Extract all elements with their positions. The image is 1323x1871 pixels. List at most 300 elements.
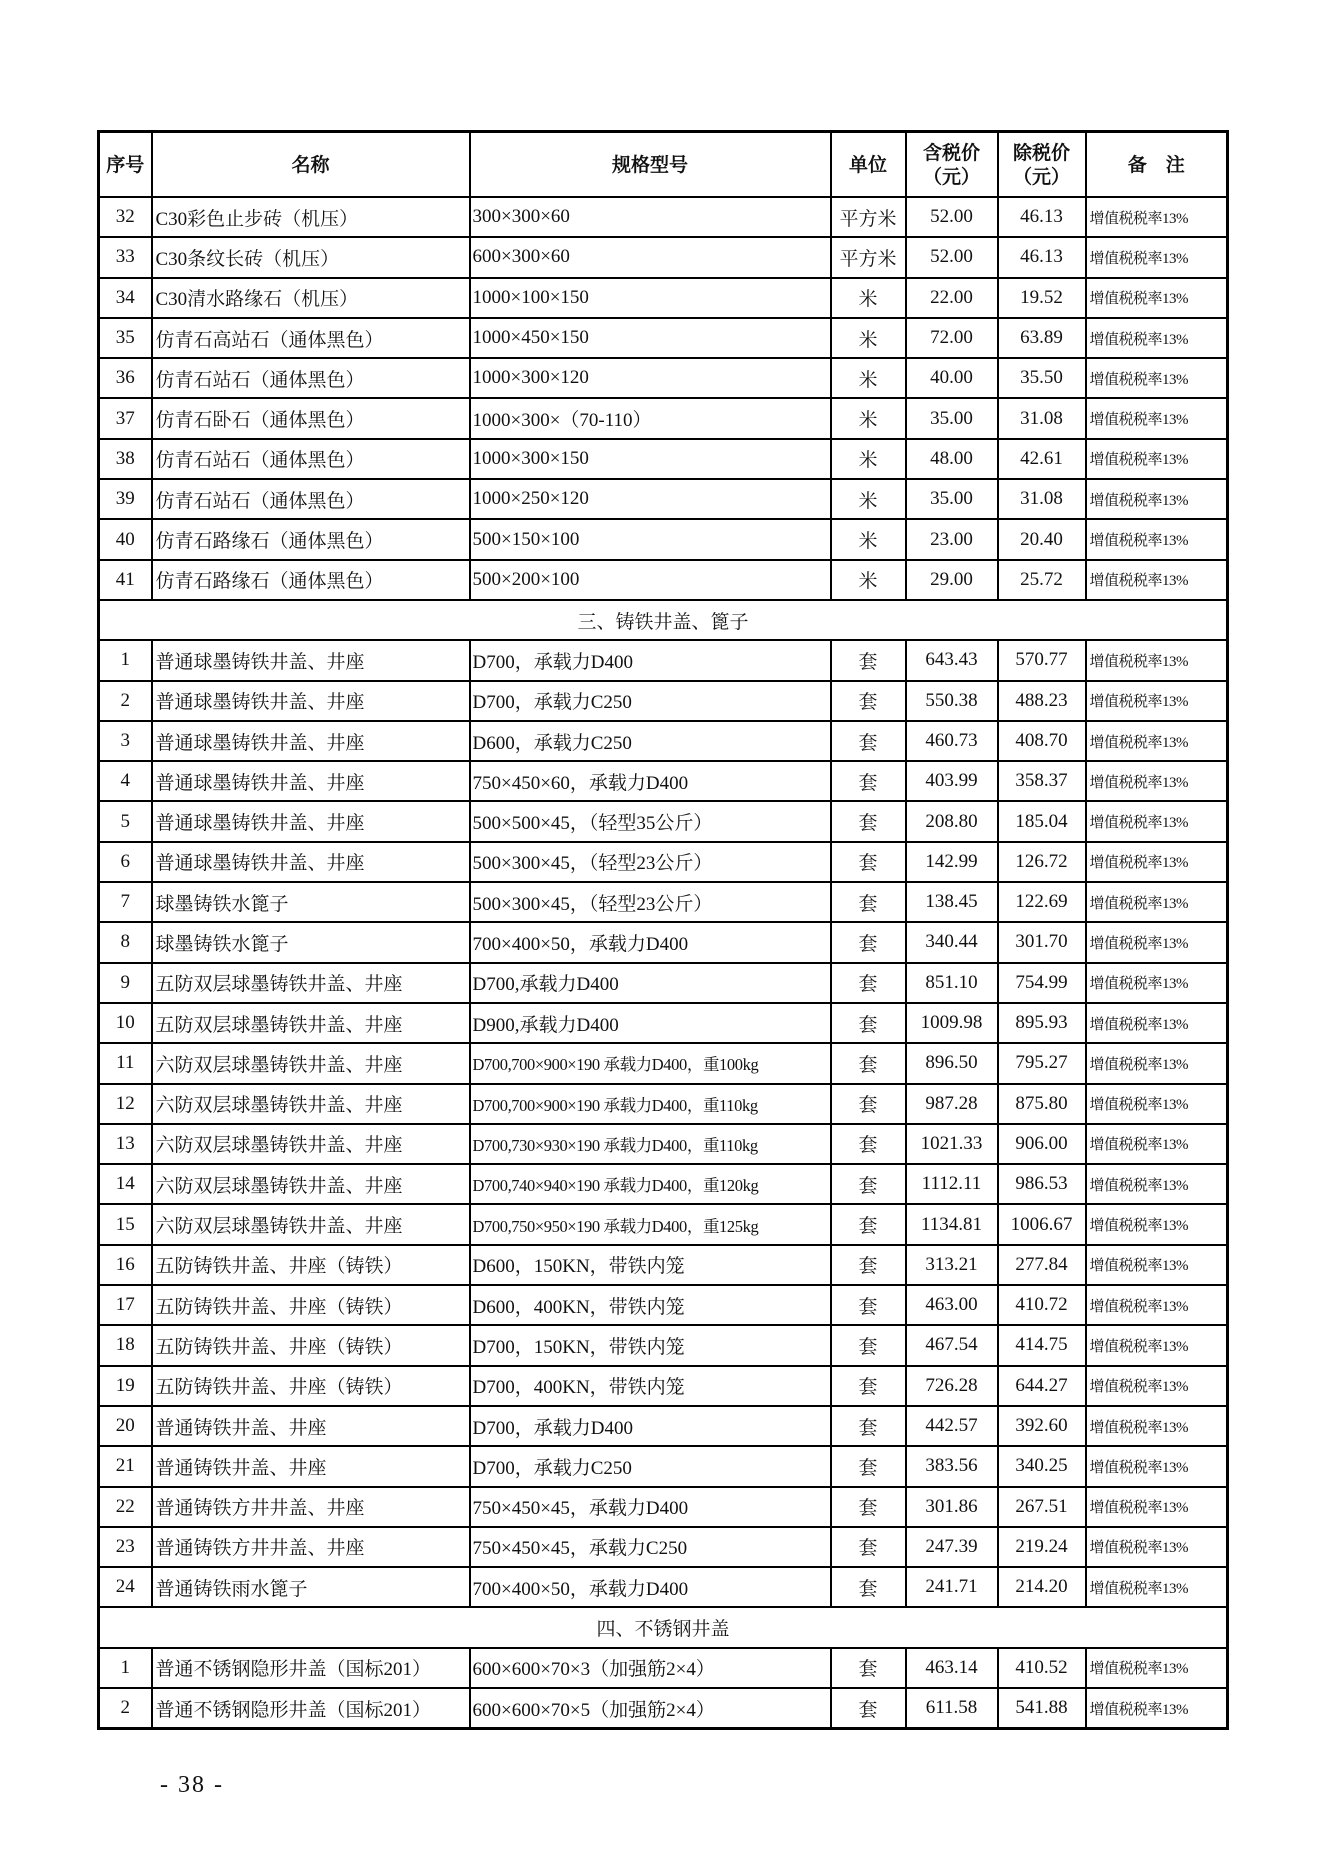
cell-price-notax: 570.77: [998, 640, 1086, 680]
cell-price-tax: 23.00: [906, 519, 998, 559]
cell-note: 增值税税率13%: [1086, 1366, 1228, 1406]
cell-spec: D700,730×930×190 承载力D400，重110kg: [470, 1124, 831, 1164]
cell-spec: 600×300×60: [470, 237, 831, 277]
cell-no: 9: [99, 963, 152, 1003]
cell-price-notax: 986.53: [998, 1164, 1086, 1204]
cell-spec: D700，承载力D400: [470, 640, 831, 680]
cell-spec: 500×300×45，（轻型23公斤）: [470, 842, 831, 882]
table-row: [99, 640, 1228, 680]
table-row: [99, 801, 1228, 841]
cell-price-notax: 126.72: [998, 842, 1086, 882]
cell-no: 38: [99, 439, 152, 479]
cell-no: 4: [99, 761, 152, 801]
table-row: [99, 882, 1228, 922]
cell-unit: 套: [831, 963, 906, 1003]
cell-name: 五防铸铁井盖、井座（铸铁）: [152, 1285, 470, 1325]
cell-unit: 套: [831, 1487, 906, 1527]
cell-price-notax: 358.37: [998, 761, 1086, 801]
cell-price-notax: 410.72: [998, 1285, 1086, 1325]
cell-no: 17: [99, 1285, 152, 1325]
cell-note: 增值税税率13%: [1086, 1043, 1228, 1083]
cell-note: 增值税税率13%: [1086, 358, 1228, 398]
cell-note: 增值税税率13%: [1086, 882, 1228, 922]
cell-unit: 套: [831, 1688, 906, 1729]
page-number: - 38 -: [160, 1772, 224, 1798]
table-row: [99, 1204, 1228, 1244]
cell-spec: D700，150KN，带铁内笼: [470, 1325, 831, 1365]
cell-name: 五防双层球墨铸铁井盖、井座: [152, 1003, 470, 1043]
table-row: [99, 1567, 1228, 1607]
cell-note: 增值税税率13%: [1086, 681, 1228, 721]
table-row: [99, 237, 1228, 277]
cell-unit: 米: [831, 560, 906, 600]
cell-no: 39: [99, 479, 152, 519]
cell-price-notax: 277.84: [998, 1245, 1086, 1285]
cell-no: 1: [99, 1648, 152, 1688]
cell-price-tax: 40.00: [906, 358, 998, 398]
cell-price-notax: 20.40: [998, 519, 1086, 559]
cell-no: 7: [99, 882, 152, 922]
table-row: [99, 519, 1228, 559]
cell-no: 12: [99, 1084, 152, 1124]
cell-spec: 500×300×45，（轻型23公斤）: [470, 882, 831, 922]
cell-note: 增值税税率13%: [1086, 1204, 1228, 1244]
cell-name: 六防双层球墨铸铁井盖、井座: [152, 1124, 470, 1164]
cell-note: 增值税税率13%: [1086, 842, 1228, 882]
cell-name: 球墨铸铁水篦子: [152, 922, 470, 962]
cell-spec: D600，150KN，带铁内笼: [470, 1245, 831, 1285]
cell-no: 20: [99, 1406, 152, 1446]
cell-price-tax: 1009.98: [906, 1003, 998, 1043]
table-row: [99, 197, 1228, 237]
table-row: [99, 761, 1228, 801]
table-row: [99, 1124, 1228, 1164]
cell-spec: 750×450×60，承载力D400: [470, 761, 831, 801]
cell-no: 1: [99, 640, 152, 680]
cell-price-tax: 851.10: [906, 963, 998, 1003]
cell-price-tax: 463.00: [906, 1285, 998, 1325]
cell-price-notax: 31.08: [998, 398, 1086, 438]
cell-price-notax: 875.80: [998, 1084, 1086, 1124]
cell-no: 2: [99, 681, 152, 721]
cell-price-notax: 267.51: [998, 1487, 1086, 1527]
cell-no: 8: [99, 922, 152, 962]
cell-no: 15: [99, 1204, 152, 1244]
cell-no: 18: [99, 1325, 152, 1365]
cell-name: 普通铸铁井盖、井座: [152, 1446, 470, 1486]
cell-name: 普通不锈钢隐形井盖（国标201）: [152, 1648, 470, 1688]
cell-price-notax: 488.23: [998, 681, 1086, 721]
cell-price-tax: 896.50: [906, 1043, 998, 1083]
header-price-notax-line2: （元）: [1012, 165, 1070, 188]
table-row: [99, 1043, 1228, 1083]
cell-note: 增值税税率13%: [1086, 1487, 1228, 1527]
cell-unit: 套: [831, 721, 906, 761]
cell-spec: 500×150×100: [470, 519, 831, 559]
cell-unit: 套: [831, 1285, 906, 1325]
cell-unit: 套: [831, 681, 906, 721]
cell-no: 23: [99, 1527, 152, 1567]
cell-note: 增值税税率13%: [1086, 1084, 1228, 1124]
cell-unit: 米: [831, 358, 906, 398]
cell-note: 增值税税率13%: [1086, 761, 1228, 801]
header-row: [99, 132, 1228, 198]
cell-name: 仿青石高站石（通体黑色）: [152, 318, 470, 358]
cell-unit: 米: [831, 278, 906, 318]
header-name: 名称: [152, 132, 470, 198]
header-note: 备 注: [1086, 132, 1228, 198]
cell-spec: 750×450×45，承载力D400: [470, 1487, 831, 1527]
cell-spec: 1000×450×150: [470, 318, 831, 358]
cell-name: 仿青石站石（通体黑色）: [152, 439, 470, 479]
cell-name: 普通铸铁方井井盖、井座: [152, 1487, 470, 1527]
cell-price-notax: 795.27: [998, 1043, 1086, 1083]
table-row: [99, 318, 1228, 358]
cell-note: 增值税税率13%: [1086, 640, 1228, 680]
table-row: [99, 1285, 1228, 1325]
cell-name: 普通不锈钢隐形井盖（国标201）: [152, 1688, 470, 1729]
cell-note: 增值税税率13%: [1086, 1406, 1228, 1446]
cell-unit: 套: [831, 1084, 906, 1124]
cell-spec: D700,740×940×190 承载力D400，重120kg: [470, 1164, 831, 1204]
cell-spec: 300×300×60: [470, 197, 831, 237]
cell-name: 六防双层球墨铸铁井盖、井座: [152, 1084, 470, 1124]
table-row: [99, 1527, 1228, 1567]
cell-unit: 套: [831, 801, 906, 841]
table-row: [99, 560, 1228, 600]
cell-unit: 套: [831, 1567, 906, 1607]
cell-spec: D700，400KN，带铁内笼: [470, 1366, 831, 1406]
cell-spec: D700,700×900×190 承载力D400，重110kg: [470, 1084, 831, 1124]
cell-price-tax: 463.14: [906, 1648, 998, 1688]
table-row: [99, 1406, 1228, 1446]
cell-price-notax: 541.88: [998, 1688, 1086, 1729]
cell-price-notax: 214.20: [998, 1567, 1086, 1607]
cell-spec: 500×500×45，（轻型35公斤）: [470, 801, 831, 841]
cell-unit: 套: [831, 1527, 906, 1567]
cell-unit: 平方米: [831, 237, 906, 277]
cell-price-tax: 72.00: [906, 318, 998, 358]
cell-price-tax: 442.57: [906, 1406, 998, 1446]
cell-price-notax: 410.52: [998, 1648, 1086, 1688]
cell-price-notax: 754.99: [998, 963, 1086, 1003]
cell-price-notax: 19.52: [998, 278, 1086, 318]
cell-name: 普通铸铁方井井盖、井座: [152, 1527, 470, 1567]
cell-no: 5: [99, 801, 152, 841]
cell-no: 3: [99, 721, 152, 761]
cell-price-notax: 906.00: [998, 1124, 1086, 1164]
header-price-notax-line1: 除税价: [1012, 141, 1070, 164]
cell-price-notax: 301.70: [998, 922, 1086, 962]
cell-no: 32: [99, 197, 152, 237]
cell-unit: 套: [831, 1245, 906, 1285]
header-no: 序号: [99, 132, 152, 198]
cell-price-tax: 301.86: [906, 1487, 998, 1527]
table-row: [99, 1446, 1228, 1486]
header-spec: 规格型号: [470, 132, 831, 198]
cell-price-tax: 247.39: [906, 1527, 998, 1567]
cell-spec: D600，承载力C250: [470, 721, 831, 761]
cell-price-tax: 643.43: [906, 640, 998, 680]
header-price-tax: [906, 132, 998, 198]
table-row: [99, 1003, 1228, 1043]
cell-spec: D700，承载力D400: [470, 1406, 831, 1446]
cell-spec: D700,700×900×190 承载力D400，重100kg: [470, 1043, 831, 1083]
cell-price-tax: 1021.33: [906, 1124, 998, 1164]
cell-spec: 1000×300×150: [470, 439, 831, 479]
table-row: [99, 1366, 1228, 1406]
table-row: [99, 963, 1228, 1003]
cell-no: 35: [99, 318, 152, 358]
cell-unit: 套: [831, 1164, 906, 1204]
cell-no: 13: [99, 1124, 152, 1164]
cell-no: 22: [99, 1487, 152, 1527]
cell-price-notax: 63.89: [998, 318, 1086, 358]
table-row: [99, 278, 1228, 318]
cell-price-tax: 383.56: [906, 1446, 998, 1486]
cell-unit: 套: [831, 842, 906, 882]
cell-note: 增值税税率13%: [1086, 439, 1228, 479]
cell-note: 增值税税率13%: [1086, 721, 1228, 761]
cell-note: 增值税税率13%: [1086, 278, 1228, 318]
cell-name: 五防双层球墨铸铁井盖、井座: [152, 963, 470, 1003]
cell-note: 增值税税率13%: [1086, 1245, 1228, 1285]
cell-spec: 1000×300×120: [470, 358, 831, 398]
cell-name: 普通球墨铸铁井盖、井座: [152, 640, 470, 680]
cell-price-tax: 52.00: [906, 237, 998, 277]
cell-note: 增值税税率13%: [1086, 519, 1228, 559]
cell-price-tax: 460.73: [906, 721, 998, 761]
cell-price-notax: 408.70: [998, 721, 1086, 761]
cell-price-tax: 1134.81: [906, 1204, 998, 1244]
cell-name: 球墨铸铁水篦子: [152, 882, 470, 922]
cell-note: 增值税税率13%: [1086, 1164, 1228, 1204]
header-price-tax-line2: （元）: [922, 165, 980, 188]
cell-unit: 米: [831, 479, 906, 519]
cell-no: 19: [99, 1366, 152, 1406]
cell-price-tax: 29.00: [906, 560, 998, 600]
cell-note: 增值税税率13%: [1086, 1003, 1228, 1043]
table-row: [99, 842, 1228, 882]
cell-note: 增值税税率13%: [1086, 963, 1228, 1003]
cell-price-notax: 644.27: [998, 1366, 1086, 1406]
cell-no: 40: [99, 519, 152, 559]
cell-no: 33: [99, 237, 152, 277]
cell-price-tax: 987.28: [906, 1084, 998, 1124]
table-row: [99, 1245, 1228, 1285]
cell-name: 五防铸铁井盖、井座（铸铁）: [152, 1366, 470, 1406]
cell-note: 增值税税率13%: [1086, 1648, 1228, 1688]
cell-name: 六防双层球墨铸铁井盖、井座: [152, 1164, 470, 1204]
table-row: [99, 398, 1228, 438]
cell-unit: 套: [831, 1003, 906, 1043]
table-row: [99, 1688, 1228, 1729]
cell-note: 增值税税率13%: [1086, 1446, 1228, 1486]
cell-price-tax: 340.44: [906, 922, 998, 962]
table-row: [99, 1648, 1228, 1688]
cell-unit: 套: [831, 1406, 906, 1446]
table-row: [99, 922, 1228, 962]
cell-spec: 600×600×70×5（加强筋2×4）: [470, 1688, 831, 1729]
cell-note: 增值税税率13%: [1086, 560, 1228, 600]
cell-price-tax: 403.99: [906, 761, 998, 801]
cell-no: 24: [99, 1567, 152, 1607]
cell-unit: 套: [831, 1366, 906, 1406]
section-row: [99, 1607, 1228, 1647]
cell-note: 增值税税率13%: [1086, 922, 1228, 962]
table-row: [99, 479, 1228, 519]
cell-name: 普通球墨铸铁井盖、井座: [152, 761, 470, 801]
cell-no: 14: [99, 1164, 152, 1204]
cell-name: 普通球墨铸铁井盖、井座: [152, 801, 470, 841]
cell-price-tax: 1112.11: [906, 1164, 998, 1204]
cell-price-tax: 35.00: [906, 398, 998, 438]
price-table: [97, 130, 1229, 1730]
cell-name: 五防铸铁井盖、井座（铸铁）: [152, 1325, 470, 1365]
cell-name: C30彩色止步砖（机压）: [152, 197, 470, 237]
cell-name: 仿青石路缘石（通体黑色）: [152, 560, 470, 600]
cell-price-tax: 208.80: [906, 801, 998, 841]
cell-spec: 700×400×50，承载力D400: [470, 1567, 831, 1607]
cell-unit: 米: [831, 439, 906, 479]
cell-name: C30清水路缘石（机压）: [152, 278, 470, 318]
cell-price-notax: 895.93: [998, 1003, 1086, 1043]
header-price-tax-line1: 含税价: [922, 141, 980, 164]
cell-spec: D700，承载力C250: [470, 681, 831, 721]
table-row: [99, 1325, 1228, 1365]
cell-unit: 米: [831, 398, 906, 438]
cell-name: 普通球墨铸铁井盖、井座: [152, 842, 470, 882]
cell-price-notax: 31.08: [998, 479, 1086, 519]
cell-price-tax: 467.54: [906, 1325, 998, 1365]
cell-price-tax: 726.28: [906, 1366, 998, 1406]
cell-spec: 750×450×45，承载力C250: [470, 1527, 831, 1567]
cell-spec: 700×400×50，承载力D400: [470, 922, 831, 962]
cell-no: 6: [99, 842, 152, 882]
cell-name: 六防双层球墨铸铁井盖、井座: [152, 1043, 470, 1083]
cell-note: 增值税税率13%: [1086, 1124, 1228, 1164]
cell-note: 增值税税率13%: [1086, 1325, 1228, 1365]
cell-price-notax: 340.25: [998, 1446, 1086, 1486]
cell-note: 增值税税率13%: [1086, 1527, 1228, 1567]
cell-unit: 套: [831, 882, 906, 922]
section-title: 四、不锈钢井盖: [99, 1607, 1228, 1647]
cell-no: 37: [99, 398, 152, 438]
cell-price-notax: 414.75: [998, 1325, 1086, 1365]
cell-price-notax: 46.13: [998, 237, 1086, 277]
table-body: [99, 197, 1228, 1729]
cell-note: 增值税税率13%: [1086, 318, 1228, 358]
cell-price-notax: 35.50: [998, 358, 1086, 398]
cell-no: 16: [99, 1245, 152, 1285]
cell-no: 11: [99, 1043, 152, 1083]
cell-name: 仿青石站石（通体黑色）: [152, 479, 470, 519]
cell-spec: D900,承载力D400: [470, 1003, 831, 1043]
cell-no: 41: [99, 560, 152, 600]
header-unit: 单位: [831, 132, 906, 198]
table-row: [99, 1084, 1228, 1124]
cell-spec: 1000×250×120: [470, 479, 831, 519]
cell-unit: 米: [831, 318, 906, 358]
table-row: [99, 358, 1228, 398]
cell-spec: 1000×300×（70-110）: [470, 398, 831, 438]
cell-spec: D700,750×950×190 承载力D400，重125kg: [470, 1204, 831, 1244]
cell-name: 普通铸铁井盖、井座: [152, 1406, 470, 1446]
cell-price-tax: 142.99: [906, 842, 998, 882]
cell-price-tax: 550.38: [906, 681, 998, 721]
cell-spec: D700，承载力C250: [470, 1446, 831, 1486]
cell-name: 普通铸铁雨水篦子: [152, 1567, 470, 1607]
cell-price-notax: 219.24: [998, 1527, 1086, 1567]
cell-name: 仿青石路缘石（通体黑色）: [152, 519, 470, 559]
cell-no: 21: [99, 1446, 152, 1486]
cell-note: 增值税税率13%: [1086, 237, 1228, 277]
cell-price-tax: 35.00: [906, 479, 998, 519]
cell-name: 仿青石站石（通体黑色）: [152, 358, 470, 398]
cell-no: 2: [99, 1688, 152, 1729]
cell-unit: 平方米: [831, 197, 906, 237]
header-price-notax: [998, 132, 1086, 198]
cell-no: 10: [99, 1003, 152, 1043]
section-title: 三、铸铁井盖、篦子: [99, 600, 1228, 640]
cell-note: 增值税税率13%: [1086, 197, 1228, 237]
cell-price-tax: 138.45: [906, 882, 998, 922]
cell-spec: 500×200×100: [470, 560, 831, 600]
cell-price-tax: 48.00: [906, 439, 998, 479]
cell-unit: 米: [831, 519, 906, 559]
cell-unit: 套: [831, 761, 906, 801]
cell-price-tax: 22.00: [906, 278, 998, 318]
cell-note: 增值税税率13%: [1086, 479, 1228, 519]
table-row: [99, 439, 1228, 479]
cell-note: 增值税税率13%: [1086, 398, 1228, 438]
cell-unit: 套: [831, 1043, 906, 1083]
cell-name: 六防双层球墨铸铁井盖、井座: [152, 1204, 470, 1244]
cell-price-notax: 122.69: [998, 882, 1086, 922]
table-row: [99, 721, 1228, 761]
cell-unit: 套: [831, 1648, 906, 1688]
section-row: [99, 600, 1228, 640]
cell-price-tax: 52.00: [906, 197, 998, 237]
table-row: [99, 681, 1228, 721]
cell-spec: 600×600×70×3（加强筋2×4）: [470, 1648, 831, 1688]
cell-price-notax: 46.13: [998, 197, 1086, 237]
cell-unit: 套: [831, 1124, 906, 1164]
cell-price-tax: 611.58: [906, 1688, 998, 1729]
cell-no: 34: [99, 278, 152, 318]
cell-name: 仿青石卧石（通体黑色）: [152, 398, 470, 438]
cell-price-notax: 25.72: [998, 560, 1086, 600]
cell-name: 普通球墨铸铁井盖、井座: [152, 681, 470, 721]
cell-name: C30条纹长砖（机压）: [152, 237, 470, 277]
table-row: [99, 1164, 1228, 1204]
table-row: [99, 1487, 1228, 1527]
cell-note: 增值税税率13%: [1086, 1688, 1228, 1729]
cell-spec: D700,承载力D400: [470, 963, 831, 1003]
cell-note: 增值税税率13%: [1086, 801, 1228, 841]
cell-unit: 套: [831, 1325, 906, 1365]
cell-price-notax: 42.61: [998, 439, 1086, 479]
cell-note: 增值税税率13%: [1086, 1285, 1228, 1325]
cell-name: 普通球墨铸铁井盖、井座: [152, 721, 470, 761]
cell-price-notax: 392.60: [998, 1406, 1086, 1446]
cell-spec: D600，400KN，带铁内笼: [470, 1285, 831, 1325]
cell-price-notax: 185.04: [998, 801, 1086, 841]
cell-unit: 套: [831, 640, 906, 680]
cell-no: 36: [99, 358, 152, 398]
cell-price-tax: 241.71: [906, 1567, 998, 1607]
cell-name: 五防铸铁井盖、井座（铸铁）: [152, 1245, 470, 1285]
